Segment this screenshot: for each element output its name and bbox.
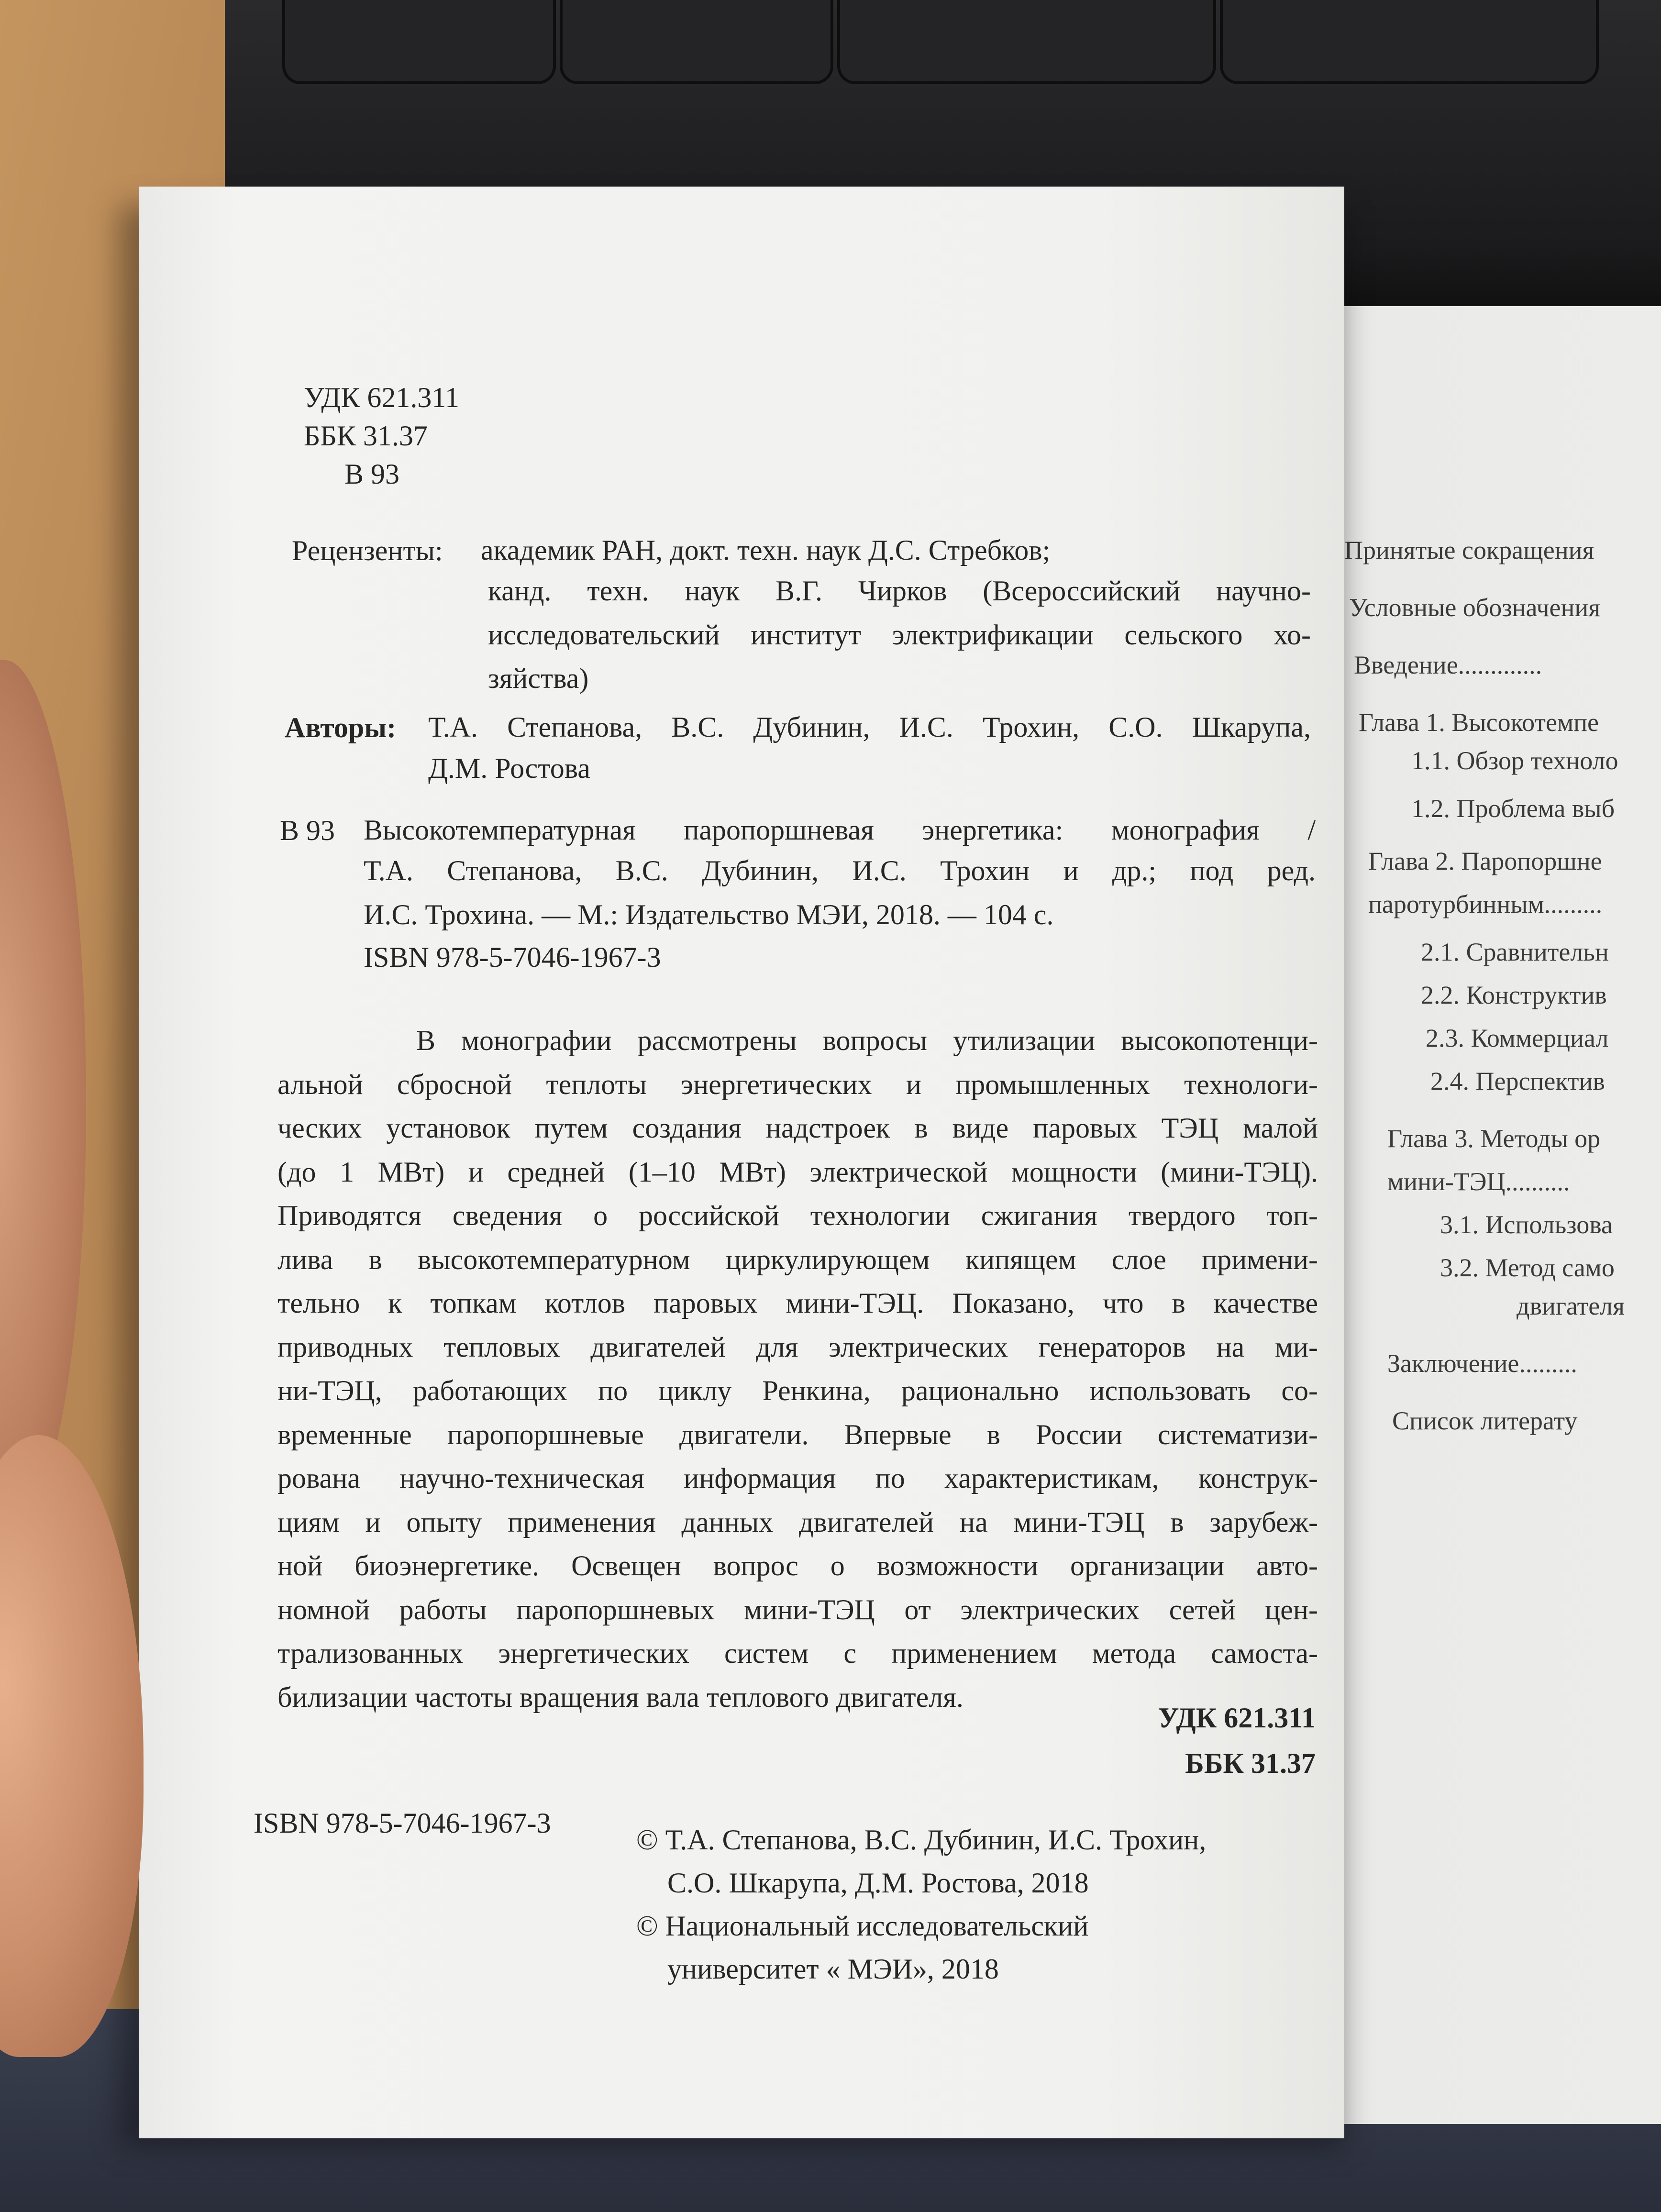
toc-entry: Список литерату [1392,1406,1578,1435]
toc-entry: Принятые сокращения [1344,536,1595,564]
bibliography-line: Высокотемпературная паропоршневая энергетика: монография / [364,814,1316,846]
toc-entry: 2.2. Конструктив [1421,981,1607,1009]
toc-entry: Заключение......... [1387,1349,1577,1378]
toc-entry: Глава 2. Паропоршне [1368,847,1602,875]
abstract-line: лива в высокотемпературном циркулирующем кипящем слое примени- [277,1243,1318,1275]
abstract-line: (до 1 МВт) и средней (1–10 МВт) электрической мощности (мини-ТЭЦ). [277,1156,1318,1188]
abstract-line: приводных тепловых двигателей для электрических генераторов на ми- [277,1331,1318,1363]
toc-entry: Условные обозначения [1349,593,1601,622]
reviewer-line: канд. техн. наук В.Г. Чирков (Всероссийский научно- [488,575,1311,607]
abstract-line: Приводятся сведения о российской технологии сжигания твердого топ- [277,1200,1318,1231]
abstract-line: В монографии рассмотрены вопросы утилизации высокопотенци- [416,1025,1318,1056]
toc-entry: 2.3. Коммерциал [1426,1024,1609,1052]
bibliography-line: И.С. Трохина. — М.: Издательство МЭИ, 2018. — 104 с. [364,898,1054,930]
bibliography-code: В 93 [280,815,335,846]
keyboard-key [1220,0,1599,84]
toc-entry: 1.2. Проблема выб [1411,794,1615,823]
abstract-line: альной сбросной теплоты энергетических и промышленных технологи- [277,1068,1318,1100]
toc-page [1316,306,1661,2124]
footer-udk: УДК 621.311 [1158,1702,1316,1734]
authors-list [428,706,1311,750]
reviewers-label: Рецензенты: [292,535,443,566]
author-code: В 93 [344,458,400,490]
bibliography-entry [364,808,1316,852]
bbk-code: ББК 31.37 [304,420,428,452]
toc-entry: паротурбинным......... [1368,890,1603,918]
abstract [277,1019,1318,1719]
abstract-line: циям и опыту применения данных двигателей на мини-ТЭЦ в зарубеж- [277,1506,1318,1538]
abstract-line: ни-ТЭЦ, работающих по циклу Ренкина, рационально использовать со- [277,1375,1318,1406]
reviewers-list-cont [488,569,1311,701]
bibliography-entry-cont [364,849,1316,937]
author-line: Т.А. Степанова, В.С. Дубинин, И.С. Трохин, С.О. Шкарупа, [428,711,1311,743]
keyboard-key [282,0,556,84]
abstract-line: ной биоэнергетике. Освещен вопрос о возможности организации авто- [277,1550,1318,1582]
authors-label: Авторы: [285,712,397,743]
abstract-line: билизации частоты вращения вала теплового двигателя. [277,1681,963,1713]
abstract-line: рована научно-техническая информация по характеристикам, конструк- [277,1462,1318,1494]
bibliography-line: Т.А. Степанова, В.С. Дубинин, И.С. Трохин и др.; под ред. [364,855,1316,886]
toc-entry: 3.1. Использова [1440,1210,1613,1239]
keyboard-key [837,0,1216,84]
toc-entry: 2.1. Сравнительн [1421,938,1609,966]
keyboard-key [560,0,833,84]
toc-entry: 2.4. Перспектив [1430,1067,1605,1095]
abstract-line: номной работы паропоршневых мини-ТЭЦ от электрических сетей цен- [277,1593,1318,1626]
reviewer-line: академик РАН, докт. техн. наук Д.С. Стребков; [481,534,1051,566]
reviewer-line: исследовательский институт электрификации сельского хо- [488,619,1311,651]
udk-code: УДК 621.311 [304,382,460,413]
copyright-line: С.О. Шкарупа, Д.М. Ростова, 2018 [667,1867,1089,1899]
toc-entry: двигателя [1517,1292,1625,1320]
toc-entry: Глава 3. Методы ор [1387,1124,1601,1153]
copyright-isbn: ISBN 978-5-7046-1967-3 [254,1807,551,1839]
copyright-line: © Национальный исследовательский [636,1910,1089,1942]
footer-bbk: ББК 31.37 [1185,1747,1316,1779]
reviewers-list [481,529,1304,573]
copyright-line: университет « МЭИ», 2018 [667,1953,999,1985]
toc-entry: мини-ТЭЦ.......... [1387,1167,1570,1196]
toc-entry: Глава 1. Высокотемпе [1359,708,1599,737]
copyright-line: © Т.А. Степанова, В.С. Дубинин, И.С. Трохин, [636,1824,1207,1856]
abstract-line: временные паропоршневые двигатели. Впервые в России систематизи- [277,1418,1318,1450]
toc-entry: Введение............. [1354,651,1542,679]
toc-entry: 1.1. Обзор техноло [1411,746,1618,775]
abstract-line: тельно к топкам котлов паровых мини-ТЭЦ. Показано, что в качестве [277,1287,1318,1319]
author-line: Д.М. Ростова [428,752,590,784]
book-page [139,187,1344,2138]
abstract-line: трализованных энергетических систем с применением метода самоста- [277,1637,1318,1669]
abstract-line: ческих установок путем создания надстроек в виде паровых ТЭЦ малой [277,1112,1318,1144]
isbn: ISBN 978-5-7046-1967-3 [364,941,661,973]
reviewer-line: зяйства) [488,663,589,694]
toc-entry: 3.2. Метод само [1440,1253,1615,1282]
